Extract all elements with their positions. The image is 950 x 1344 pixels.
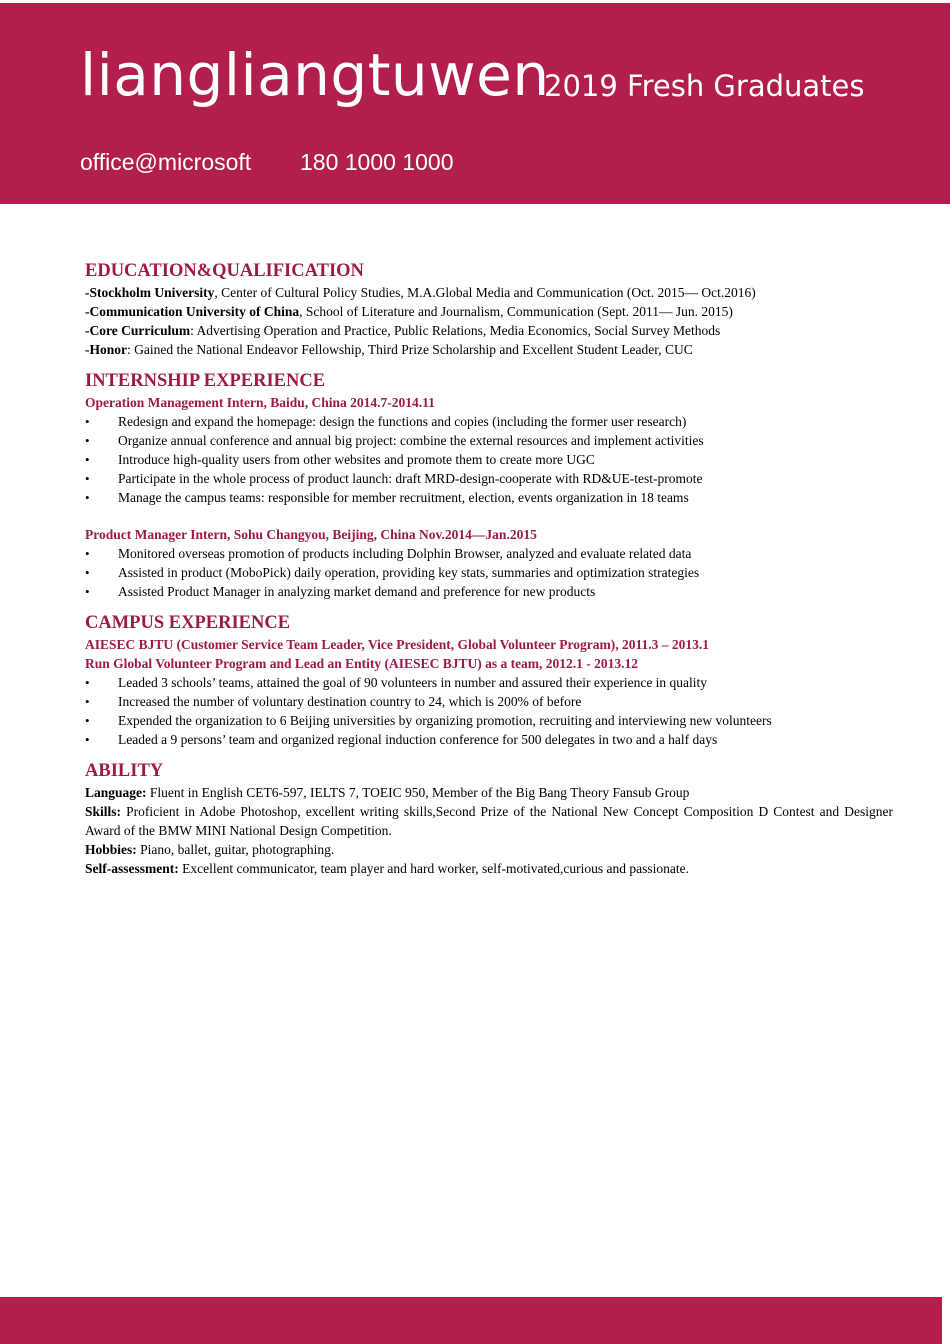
list-item: • Assisted in product (MoboPick) daily operation, providing key stats, summaries and optimization strategies — [85, 565, 700, 580]
ability-item: Self-assessment: Excellent communicator, team player and hard worker, self-motivated,curious and passionate. — [85, 861, 689, 876]
job-bullet-list — [85, 544, 893, 601]
list-item: • Redesign and expand the homepage: design the functions and copies (including the former user research) — [85, 414, 687, 429]
resume-body — [85, 259, 893, 888]
ability-item: Skills: Proficient in Adobe Photoshop, excellent writing skills,Second Prize of the National New Concept Composition D Contest and Designer Award of the BMW MINI National Design Competition. — [85, 804, 893, 838]
education-item: -Stockholm University, Center of Cultural Policy Studies, M.A.Global Media and Communication (Oct. 2015— Oct.2016) — [85, 285, 756, 300]
education-item: -Core Curriculum: Advertising Operation and Practice, Public Relations, Media Economics, Social Survey Methods — [85, 323, 721, 338]
contact-phone: 180 1000 1000 — [300, 149, 454, 175]
list-item: • Organize annual conference and annual big project: combine the external resources and implement activities — [85, 433, 704, 448]
list-item: • Participate in the whole process of product launch: draft MRD-design-cooperate with RD&UE-test-promote — [85, 471, 703, 486]
list-item: • Leaded a 9 persons’ team and organized regional induction conference for 500 delegates in two and a half days — [85, 732, 718, 747]
education-item: -Honor: Gained the National Endeavor Fellowship, Third Prize Scholarship and Excellent Student Leader, CUC — [85, 342, 693, 357]
internship-section — [85, 369, 893, 601]
header-banner — [0, 3, 950, 204]
list-item: • Assisted Product Manager in analyzing market demand and preference for new products — [85, 584, 596, 599]
education-item: -Communication University of China, School of Literature and Journalism, Communication (Sept. 2011— Jun. 2015) — [85, 304, 733, 319]
education-section — [85, 259, 893, 359]
list-item: • Monitored overseas promotion of products including Dolphin Browser, analyzed and evaluate related data — [85, 546, 692, 561]
section-title-internship: INTERNSHIP EXPERIENCE — [85, 371, 326, 391]
job-bullet-list — [85, 412, 893, 507]
list-item: • Introduce high-quality users from other websites and promote them to create more UGC — [85, 452, 595, 467]
ability-section — [85, 759, 893, 878]
campus-heading: AIESEC BJTU (Customer Service Team Leader, Vice President, Global Volunteer Program), 2011.3 – 2013.1 — [85, 637, 709, 652]
section-title-education: EDUCATION&QUALIFICATION — [85, 261, 364, 281]
contact-email: office@microsoft — [80, 149, 252, 175]
candidate-name: liangliangtuwen — [80, 41, 550, 109]
campus-bullet-list — [85, 673, 893, 749]
job-heading: Product Manager Intern, Sohu Changyou, Beijing, China Nov.2014—Jan.2015 — [85, 527, 537, 542]
candidate-subtitle: 2019 Fresh Graduates — [544, 69, 865, 103]
list-item: • Increased the number of voluntary destination country to 24, which is 200% of before — [85, 694, 582, 709]
footer-bar — [0, 1297, 942, 1344]
ability-item: Hobbies: Piano, ballet, guitar, photographing. — [85, 842, 335, 857]
list-item: • Manage the campus teams: responsible for member recruitment, election, events organization in 18 teams — [85, 490, 689, 505]
campus-heading: Run Global Volunteer Program and Lead an Entity (AIESEC BJTU) as a team, 2012.1 - 2013.12 — [85, 656, 639, 671]
section-title-ability: ABILITY — [85, 761, 164, 781]
list-item: • Expended the organization to 6 Beijing universities by organizing promotion, recruiting and interviewing new volunteers — [85, 713, 772, 728]
campus-section — [85, 611, 893, 749]
ability-item: Language: Fluent in English CET6-597, IELTS 7, TOEIC 950, Member of the Big Bang Theory Fansub Group — [85, 785, 690, 800]
list-item: • Leaded 3 schools’ teams, attained the goal of 90 volunteers in number and assured their experience in quality — [85, 675, 708, 690]
job-heading: Operation Management Intern, Baidu, China 2014.7-2014.11 — [85, 395, 435, 410]
section-title-campus: CAMPUS EXPERIENCE — [85, 613, 291, 633]
